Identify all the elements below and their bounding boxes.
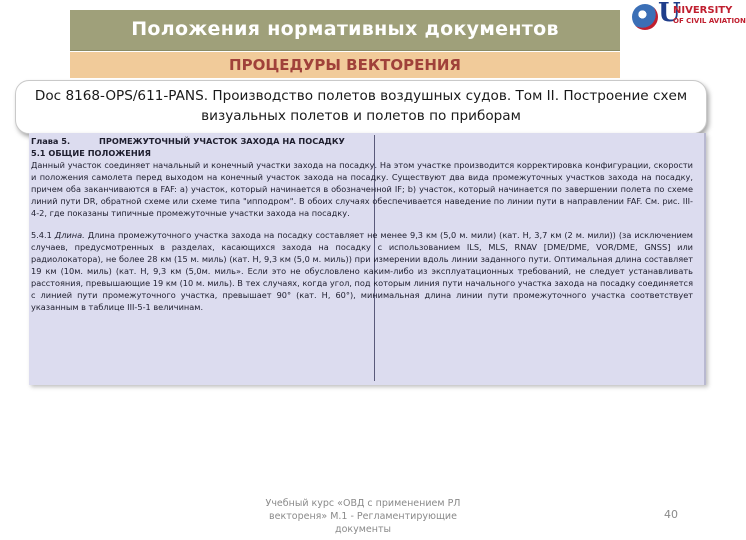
- document-reference-text: Doc 8168-OPS/611-PANS. Производство полетов воздушных судов. Том II. Построение схем визуальных полетов и полетов по приборам: [34, 88, 688, 124]
- logo-line1: NIVERSITY: [673, 5, 733, 16]
- footer-course-text: Учебный курс «ОВД с применением РЛ вектореня» М.1 - Регламентирующие документы: [265, 498, 461, 535]
- subtitle-bar: [70, 52, 620, 78]
- university-logo: [628, 0, 746, 41]
- document-excerpt: [29, 133, 706, 385]
- page-number: 40: [664, 508, 678, 521]
- paragraph-general: Данный участок соединяет начальный и конечный участки захода на посадку. На этом участке производится корректировка конфигурации, скорости и положения самолета перед выходом на конечный участок захода на посадку. Существуют два вида промежуточных участков захода на посадку, причем оба заканчиваются в FAF: а) участок, который начинается в обозначенной IF; b) участок, который начинается по завершении полета по схеме линий пути DR, обратной схеме или схеме типа "ипподром". В обоих случаях обеспечивается наведение по линии пути в направлении FAF. См. рис. III-4-2, где показаны типичные промежуточные участки захода на посадку.: [31, 160, 693, 218]
- globe-icon: [632, 4, 658, 30]
- paragraph-length: [31, 229, 693, 313]
- chapter-title: ПРОМЕЖУТОЧНЫЙ УЧАСТОК ЗАХОДА НА ПОСАДКУ: [99, 136, 345, 146]
- document-reference-banner: [15, 80, 707, 134]
- logo-letter: U: [658, 0, 681, 28]
- slide-title: Положения нормативных документов: [131, 18, 559, 40]
- chapter-number: Глава 5.: [31, 136, 71, 146]
- section-title: 5.1 ОБЩИЕ ПОЛОЖЕНИЯ: [31, 148, 151, 158]
- slide-subtitle: ПРОЦЕДУРЫ ВЕКТОРЕНИЯ: [229, 56, 461, 74]
- paragraph-italic-lead: Длина.: [54, 230, 85, 240]
- paragraph-number: 5.4.1: [31, 230, 52, 240]
- title-bar: [70, 10, 620, 51]
- logo-line2: OF CIVIL AVIATION: [673, 17, 746, 25]
- paragraph-length-body: Длина промежуточного участка захода на посадку составляет не менее 9,3 км (5,0 м. мили) (кат. H, 3,7 км (2 м. мили)) (за исключением случаев, предусмотренных в разделах, касающихся захода на посадку с использованием ILS, MLS, RNAV [DME/DME, VOR/DME, GNSS] или радиолокатора), не более 28 км (15 м. миль) (кат. H, 9,3 км (5,0 м. миль)) при измерении вдоль линии заданного пути. Оптимальная длина составляет 19 км (10м. миль) (кат. H, 9,3 км (5,0м. миль». Если это не обусловлено каким-либо из эксплуатационных требований, не следует устанавливать расстояния, превышающие 19 км (10 м. миль). В тех случаях, когда угол, под которым линия пути начального участка захода на посадку соединяется с линией пути промежуточного участка, превышает 90° (кат. H, 60°), минимальная длина линии пути промежуточного участка соответствует указанным в таблице III-5-1 величинам.: [31, 230, 693, 312]
- chapter-heading: [31, 135, 693, 147]
